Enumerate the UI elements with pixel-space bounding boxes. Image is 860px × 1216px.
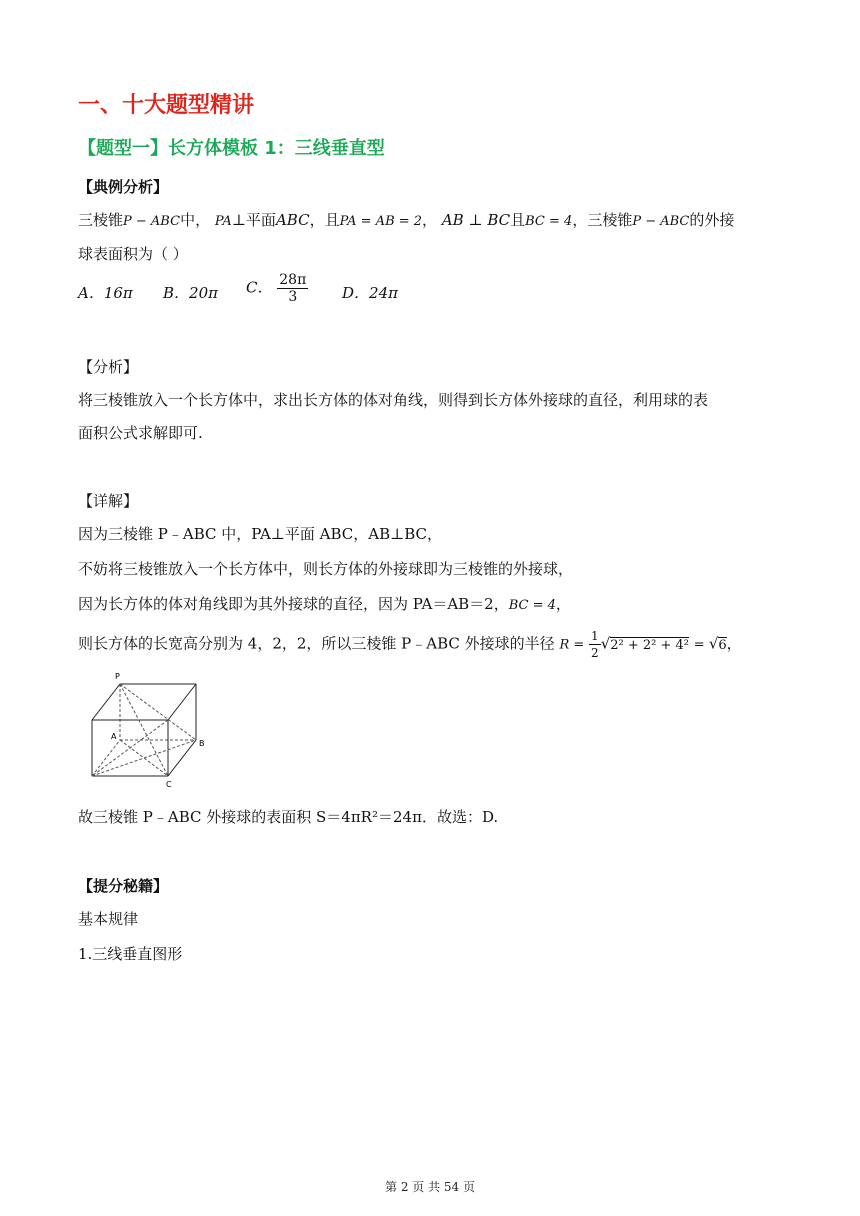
label-a: A: [111, 732, 117, 741]
question-line-2: 球表面积为（ ）: [78, 245, 188, 263]
tips-label: 【提分秘籍】: [78, 877, 169, 895]
edge: [92, 684, 120, 720]
detail-line-4: 则长方体的长宽高分别为 4，2，2，所以三棱锥 P﹣ABC 外接球的半径 R = $\frac{1}{2}$ √2² + 2² + 4² = √6，: [78, 629, 742, 660]
diag-edge: [92, 740, 196, 776]
section-heading: 一、十大题型精讲: [78, 93, 255, 118]
cuboid-figure: [78, 668, 218, 793]
type-heading: 【题型一】长方体模板 1：三线垂直型: [78, 138, 385, 159]
tips-line-2: 1.三线垂直图形: [78, 945, 183, 963]
analysis-line-2: 面积公式求解即可.: [78, 424, 203, 442]
question-line-1: 三棱锥P − ABC中， PA⊥平面ABC，且PA = AB = 2， AB ⊥ BC且BC = 4，三棱锥P − ABC的外接: [78, 211, 735, 229]
label-c: C: [166, 780, 172, 789]
option-c: C． $\frac{28\pi}{3}$: [246, 272, 307, 305]
edge: [168, 684, 196, 720]
page-footer: 第 2 页 共 54 页: [385, 1180, 475, 1194]
label-p: P: [115, 672, 120, 681]
pc-edge: [120, 684, 168, 776]
detail-line-3: 因为长方体的体对角线即为其外接球的直径，因为 PA＝AB＝2，BC = 4，: [78, 595, 571, 613]
detail-label: 【详解】: [78, 492, 139, 510]
pb-edge: [120, 684, 196, 740]
label-b: B: [199, 739, 205, 748]
analysis-label: 【分析】: [78, 358, 139, 376]
detail-line-2: 不妨将三棱锥放入一个长方体中，则长方体的外接球即为三棱锥的外接球，: [78, 560, 574, 578]
hidden-edge: [92, 740, 120, 776]
option-b: B．20π: [163, 284, 218, 302]
option-a: A．16π: [78, 284, 133, 302]
example-label: 【典例分析】: [78, 178, 169, 196]
detail-line-1: 因为三棱锥 P﹣ABC 中，PA⊥平面 ABC，AB⊥BC，: [78, 525, 443, 543]
edge: [168, 740, 196, 776]
tips-line-1: 基本规律: [78, 910, 139, 928]
detail-line-5: 故三棱锥 P﹣ABC 外接球的表面积 S＝4πR²＝24π．故选：D.: [78, 808, 499, 826]
analysis-line-1: 将三棱锥放入一个长方体中，求出长方体的体对角线，则得到长方体外接球的直径，利用球的表: [78, 391, 709, 409]
option-d: D．24π: [342, 284, 398, 302]
